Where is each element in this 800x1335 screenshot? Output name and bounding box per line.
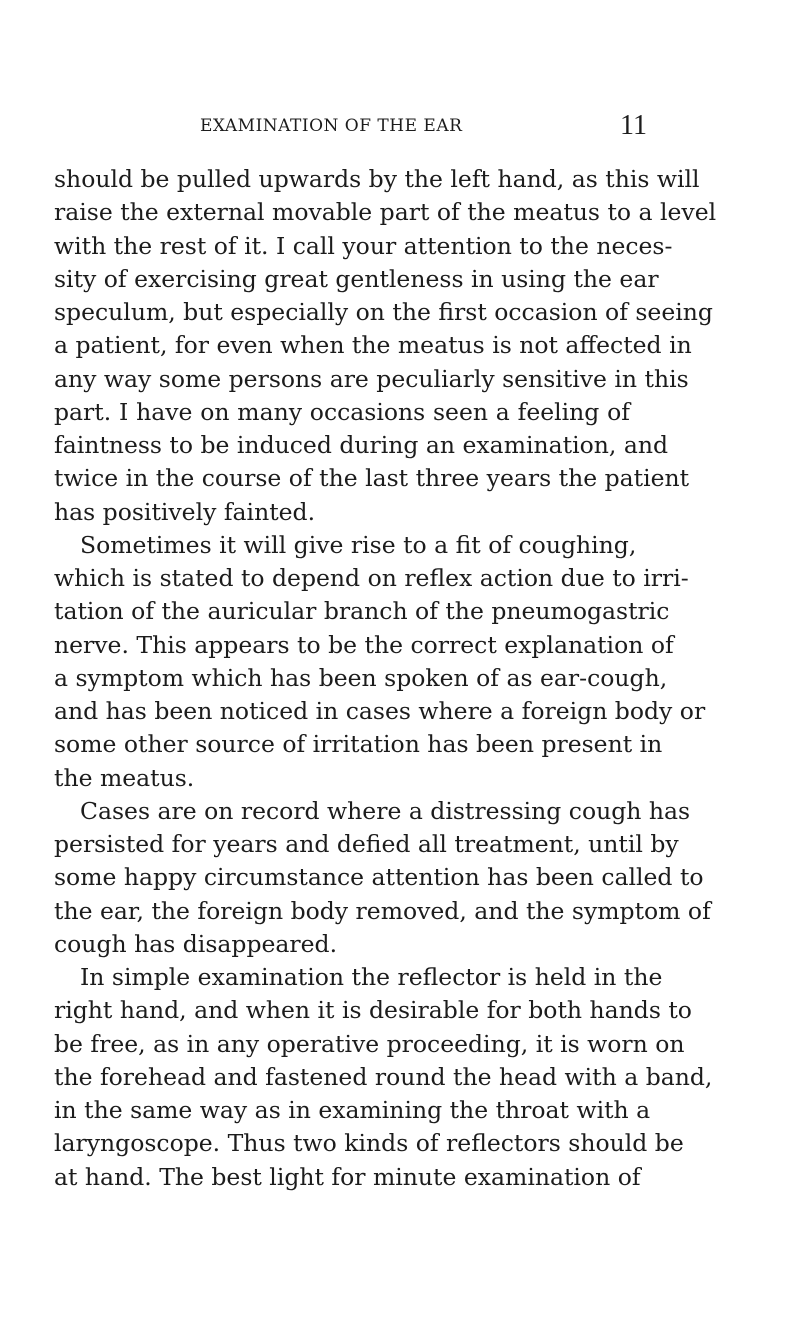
text-line: part. I have on many occasions seen a feeling of xyxy=(54,397,630,426)
text-line: in the same way as in examining the throat with a xyxy=(54,1096,651,1124)
body-text xyxy=(54,163,717,1194)
text-line: speculum, but especially on the first occasion of seeing xyxy=(54,298,713,326)
text-line: raise the external movable part of the meatus to a level xyxy=(54,198,717,227)
text-line: with the rest of it. I call your attention to the neces- xyxy=(54,231,673,260)
text-line: right hand, and when it is desirable for both hands to xyxy=(54,996,692,1025)
text-line: nerve. This appears to be the correct explanation of xyxy=(54,630,674,659)
page-number: 11 xyxy=(620,110,647,141)
text-line: the meatus. xyxy=(54,763,195,792)
running-head xyxy=(0,110,800,146)
text-line: be free, as in any operative proceeding, it is worn on xyxy=(54,1029,685,1058)
text-line: the forehead and fastened round the head with a band, xyxy=(54,1062,713,1091)
text-line: a patient, for even when the meatus is not affected in xyxy=(54,331,692,360)
text-line: some other source of irritation has been present in xyxy=(54,730,663,759)
text-line: sity of exercising great gentleness in using the ear xyxy=(54,264,659,293)
text-line: which is stated to depend on reflex action due to irri- xyxy=(54,564,689,592)
running-title: EXAMINATION OF THE EAR xyxy=(200,116,463,136)
text-line: any way some persons are peculiarly sensitive in this xyxy=(54,364,689,393)
text-line: Cases are on record where a distressing cough has xyxy=(80,796,691,825)
text-line: and has been noticed in cases where a foreign body or xyxy=(54,697,706,725)
text-line: tation of the auricular branch of the pneumogastric xyxy=(54,597,670,626)
text-line: Sometimes it will give rise to a fit of coughing, xyxy=(80,530,637,559)
text-line: a symptom which has been spoken of as ear-cough, xyxy=(54,663,668,692)
text-line: the ear, the foreign body removed, and the symptom of xyxy=(54,896,711,925)
text-line: laryngoscope. Thus two kinds of reflectors should be xyxy=(54,1129,684,1158)
text-line: should be pulled upwards by the left hand, as this will xyxy=(54,165,700,193)
text-line: at hand. The best light for minute examination of xyxy=(54,1162,641,1191)
text-line: In simple examination the reflector is held in the xyxy=(80,963,663,991)
text-line: cough has disappeared. xyxy=(54,929,338,958)
text-line: persisted for years and defied all treatment, until by xyxy=(54,830,679,858)
text-line: some happy circumstance attention has been called to xyxy=(54,863,704,892)
text-line: faintness to be induced during an examination, and xyxy=(54,431,669,459)
text-line: twice in the course of the last three years the patient xyxy=(54,464,690,493)
text-line: has positively fainted. xyxy=(54,497,316,526)
